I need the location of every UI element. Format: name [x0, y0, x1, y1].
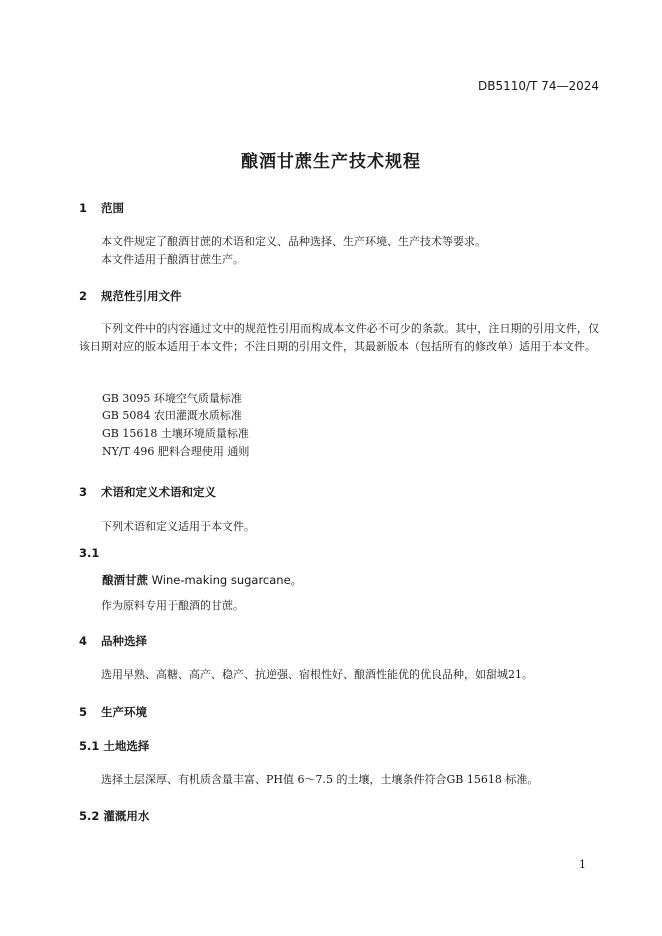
normative-references-paragraph: 下列文件中的内容通过文中的规范性引用而构成本文件必不可少的条款。其中，注日期的引用文件，仅该日期对应的版本适用于本文件；不注日期的引用文件，其最新版本（包括所有的修改单）适用于本文件。 — [79, 322, 599, 353]
reference-item: GB 3095 环境空气质量标准 — [102, 392, 242, 405]
section-title: 范围 — [101, 201, 125, 215]
section-2-heading — [79, 288, 182, 304]
variety-selection-paragraph: 选用早熟、高糖、高产、稳产、抗逆强、宿根性好、酿酒性能优的优良品种，如甜城21。 — [101, 668, 533, 681]
reference-item: GB 15618 土壤环境质量标准 — [102, 427, 249, 440]
section-number: 5 — [79, 705, 88, 719]
section-number: 1 — [79, 201, 88, 215]
page-number: 1 — [579, 858, 586, 871]
reference-item: GB 5084 农田灌溉水质标准 — [102, 409, 242, 422]
term-entry — [102, 572, 302, 588]
section-title: 术语和定义术语和定义 — [101, 485, 217, 499]
section-title: 规范性引用文件 — [101, 289, 182, 303]
section-3-heading — [79, 484, 216, 500]
reference-item: NY/T 496 肥料合理使用 通则 — [102, 445, 250, 458]
land-selection-paragraph: 选择土层深厚、有机质含量丰富、PH值 6～7.5 的土壤，土壤条件符合GB 15618 标准。 — [101, 773, 539, 786]
section-number: 2 — [79, 289, 88, 303]
clause-5-1-heading — [79, 738, 149, 754]
section-5-heading — [79, 704, 147, 720]
section-number: 4 — [79, 634, 88, 648]
term-chinese: 酿酒甘蔗 — [102, 573, 148, 587]
section-title: 品种选择 — [101, 634, 148, 648]
document-code: DB5110/T 74—2024 — [477, 79, 599, 93]
clause-title: 灌溉用水 — [103, 809, 150, 823]
clause-title: 土地选择 — [103, 739, 150, 753]
section-title: 生产环境 — [101, 705, 148, 719]
term-english: Wine-making sugarcane — [151, 573, 291, 587]
clause-5-2-heading — [79, 808, 149, 824]
clause-number: 5.1 — [79, 739, 100, 753]
document-title: 酿酒甘蔗生产技术规程 — [241, 152, 421, 172]
terms-intro-paragraph: 下列术语和定义适用于本文件。 — [101, 520, 255, 533]
clause-3-1-number: 3.1 — [79, 546, 100, 560]
section-4-heading — [79, 633, 147, 649]
section-1-heading — [79, 200, 124, 216]
section-number: 3 — [79, 485, 88, 499]
term-definition: 作为原料专用于酿酒的甘蔗。 — [101, 599, 244, 612]
term-suffix: 。 — [290, 573, 303, 587]
scope-paragraph-2: 本文件适用于酿酒甘蔗生产。 — [101, 253, 244, 266]
clause-number: 5.2 — [79, 809, 100, 823]
scope-paragraph-1: 本文件规定了酿酒甘蔗的术语和定义、品种选择、生产环境、生产技术等要求。 — [101, 235, 486, 248]
